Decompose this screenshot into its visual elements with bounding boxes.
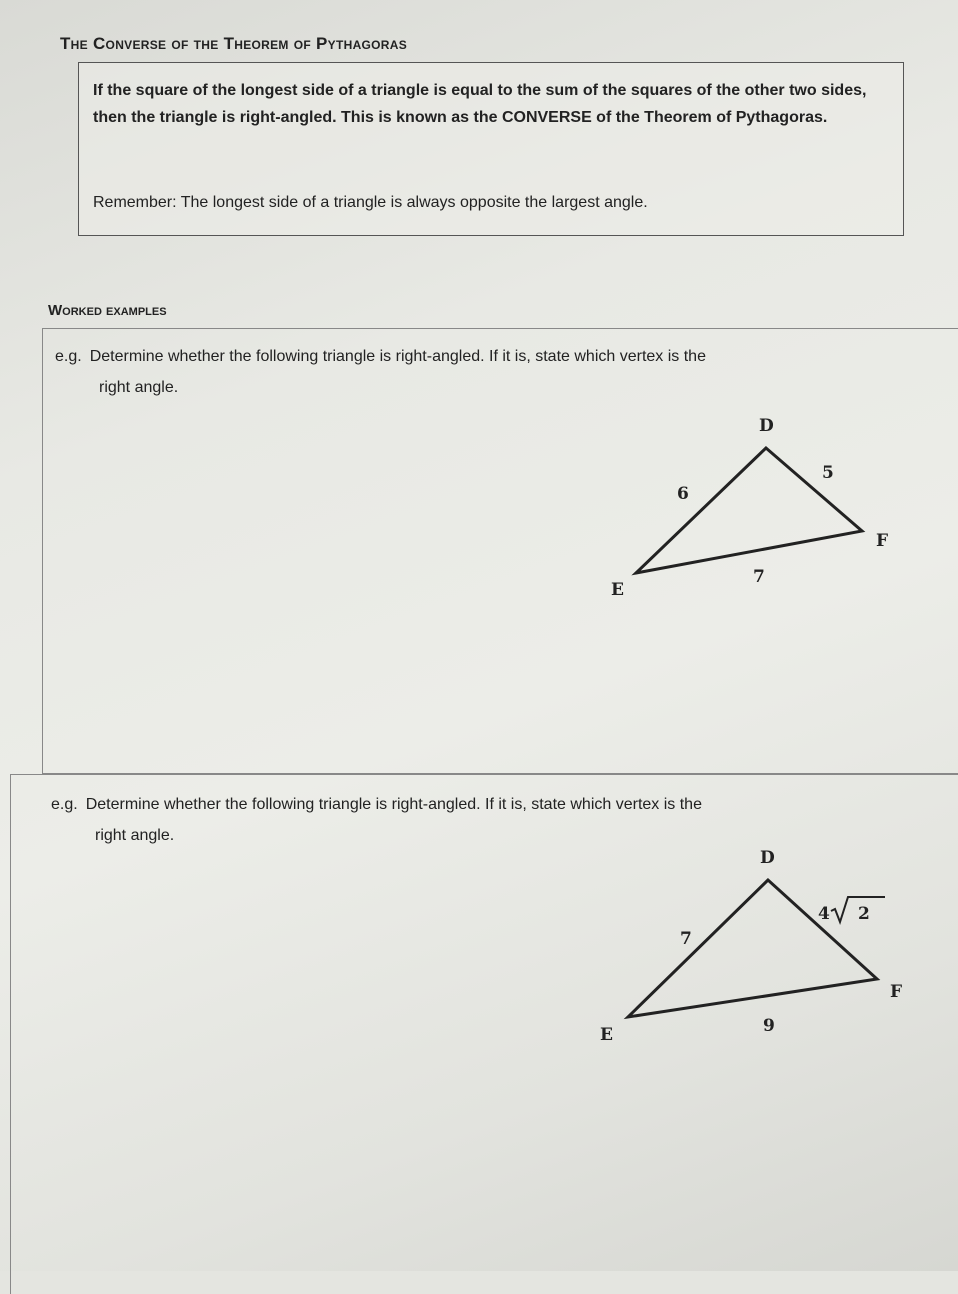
example-1-prefix: e.g. — [55, 348, 82, 365]
example-1-vertex-d: D — [759, 416, 774, 436]
example-2-side-df-radicand: 2 — [858, 904, 870, 924]
remember-note: Remember: The longest side of a triangle is always opposite the largest angle. — [93, 194, 648, 211]
worked-examples-heading: Worked examples — [48, 302, 167, 319]
example-1-question-line2: right angle. — [99, 379, 179, 396]
page-title: The Converse of the Theorem of Pythagoras — [60, 34, 408, 53]
example-1-side-de: 6 — [677, 484, 689, 504]
example-1-question-line1: Determine whether the following triangle is right-angled. If it is, state which vertex is the — [89, 348, 706, 365]
example-1-vertex-e: E — [611, 580, 624, 600]
example-2-vertex-e: E — [600, 1025, 613, 1045]
example-2-prefix: e.g. — [51, 796, 78, 813]
example-1-side-ef: 7 — [753, 567, 765, 587]
example-1-side-df: 5 — [822, 463, 834, 483]
example-2-question-line2: right angle. — [95, 827, 175, 844]
example-2-vertex-f: F — [890, 982, 903, 1002]
example-2-side-df — [818, 897, 885, 924]
theorem-statement: If the square of the longest side of a triangle is equal to the sum of the squares of the other two sides, then the triangle is right-angled. This is known as the CONVERSE of the Theorem of Pythagoras. — [93, 82, 867, 126]
example-2-question-line1: Determine whether the following triangle is right-angled. If it is, state which vertex is the — [85, 796, 702, 813]
example-2-vertex-d: D — [760, 848, 775, 868]
example-2-triangle-shape — [628, 880, 877, 1017]
example-2-side-de: 7 — [680, 929, 692, 949]
example-2-side-ef: 9 — [763, 1016, 775, 1036]
example-1-vertex-f: F — [876, 531, 889, 551]
example-2-side-df-coefficient: 4 — [818, 904, 830, 924]
